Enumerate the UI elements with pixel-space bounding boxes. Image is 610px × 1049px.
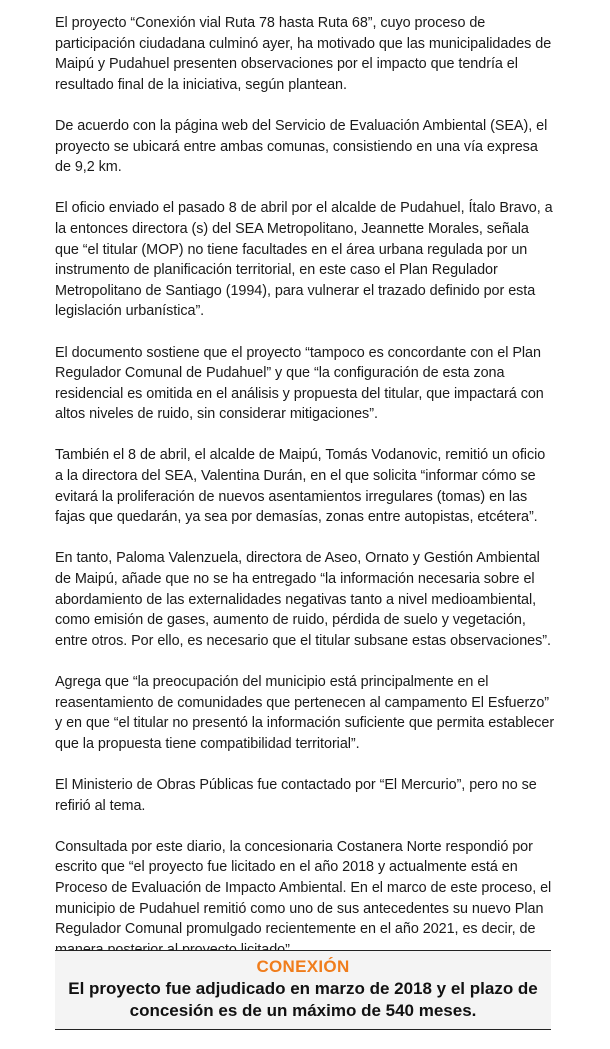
article-body	[55, 13, 555, 981]
paragraph-2: De acuerdo con la página web del Servicio de Evaluación Ambiental (SEA), el proyecto se ubicará entre ambas comunas, consistiendo en una vía expresa de 9,2 km.	[55, 117, 548, 176]
pull-quote-kicker: CONEXIÓN	[256, 957, 350, 976]
pull-quote-box	[55, 950, 551, 1030]
pull-quote-text: El proyecto fue adjudicado en marzo de 2018 y el plazo de concesión es de un máximo de 540 meses.	[68, 979, 538, 1020]
paragraph-5: También el 8 de abril, el alcalde de Maipú, Tomás Vodanovic, remitió un oficio a la directora del SEA, Valentina Durán, en el que solicita “informar cómo se evitará la proliferación de nuevos asentamientos irregulares (tomas) en las fajas que quedarán, ya sea por demasías, zonas entre autopistas, etcétera”.	[55, 447, 546, 526]
paragraph-6: En tanto, Paloma Valenzuela, directora de Aseo, Ornato y Gestión Ambiental de Maipú, añade que no se ha entregado “la información necesaria sobre el abordamiento de las externalidades negativas tanto a nivel medioambiental, como emisión de gases, aumento de ruido, pérdida de suelo y vegetación, entre otros. Por ello, es necesario que el titular subsane estas observaciones”.	[55, 550, 551, 649]
paragraph-1: El proyecto “Conexión vial Ruta 78 hasta Ruta 68”, cuyo proceso de participación ciudadana culminó ayer, ha motivado que las municipalidades de Maipú y Pudahuel presenten observaciones por el impacto que tendría el resultado final de la iniciativa, según plantean.	[55, 15, 552, 93]
paragraph-9: Consultada por este diario, la concesionaria Costanera Norte respondió por escrito que “el proyecto fue licitado en el año 2018 y actualmente está en Proceso de Evaluación de Impacto Ambiental. En el marco de este proceso, el municipio de Pudahuel remitió como uno de sus antecedentes su nuevo Plan Regulador Comunal promulgado recientemente en el año 2021, es decir, de	[55, 838, 552, 938]
paragraph-7: Agrega que “la preocupación del municipio está principalmente en el reasentamiento de comunidades que pertenecen al campamento El Esfuerzo” y en que “el titular no presentó la información suficiente que permita establecer que la propuesta tiene compatibilidad territorial”.	[55, 674, 555, 752]
paragraph-3: El oficio enviado el pasado 8 de abril por el alcalde de Pudahuel, Ítalo Bravo, a la entonces directora (s) del SEA Metropolitano, Jeannette Morales, señala que “el titular (MOP) no tiene facultades en el área urbana regulada por un instrumento de planificación territorial, en este caso el Plan Regulador Metropolitano de Santiago (1994), para vulnerar el trazado definido por esta legislación urbanística”.	[55, 200, 553, 320]
paragraph-8: El Ministerio de Obras Públicas fue contactado por “El Mercurio”, pero no se refirió al tema.	[55, 776, 537, 814]
paragraph-4: El documento sostiene que el proyecto “tampoco es concordante con el Plan Regulador Comunal de Pudahuel” y que “la configuración de esta zona residencial es omitida en el análisis y propuesta del titular, que impactará con altos niveles de ruido, sin considerar mitigaciones”.	[55, 344, 544, 423]
